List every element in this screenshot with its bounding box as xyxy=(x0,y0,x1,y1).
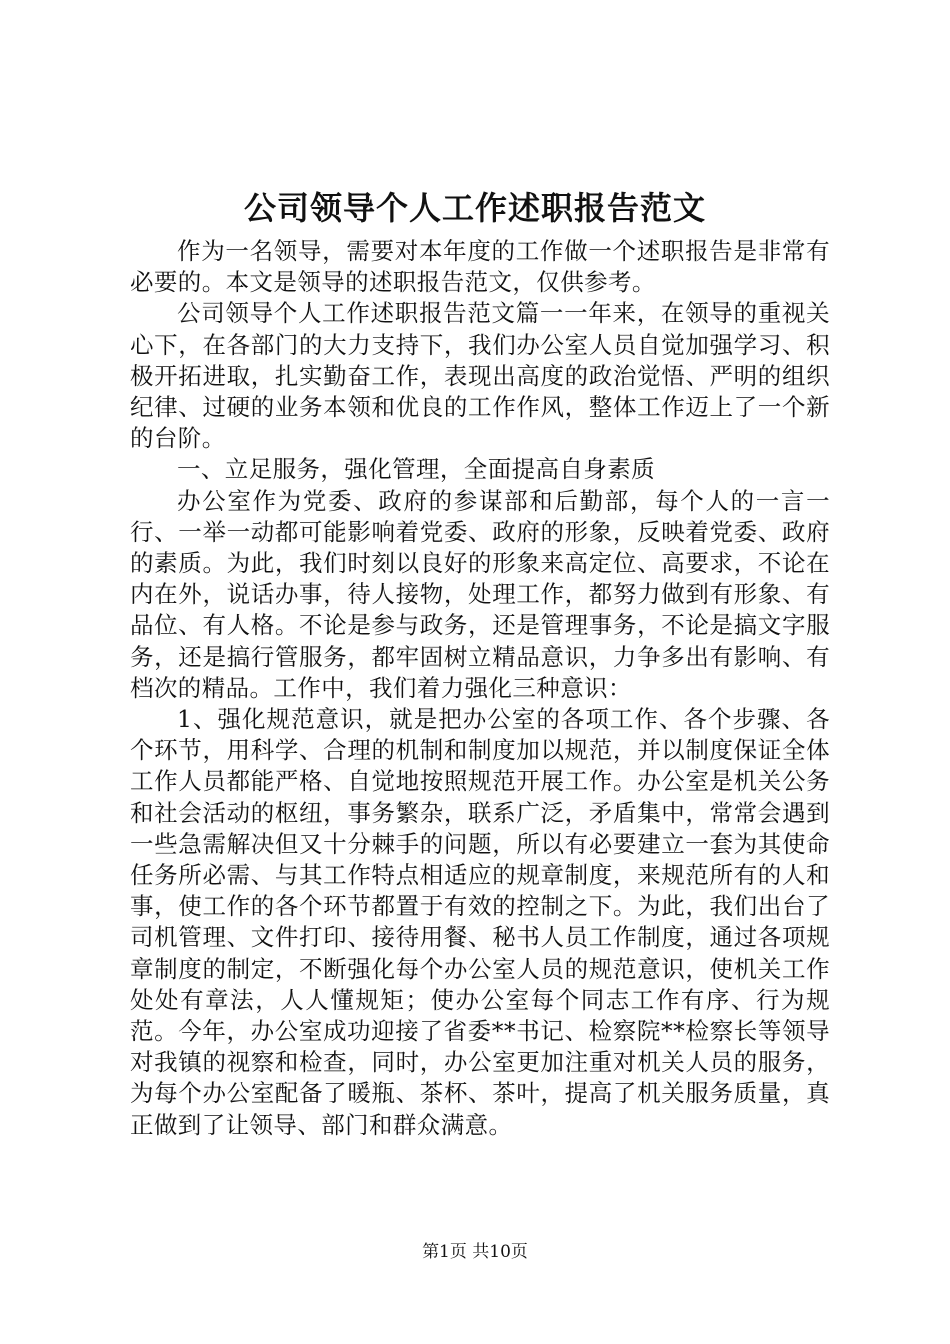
document-title: 公司领导个人工作述职报告范文 xyxy=(243,189,706,227)
section-heading: 一、立足服务，强化管理，全面提高自身素质 xyxy=(177,455,655,484)
body-paragraph: 办公室作为党委、政府的参谋部和后勤部，每个人的一言一行、一举一动都可能影响着党委、政府的形象，反映着党委、政府的素质。为此，我们时刻以良好的形象来高定位、高要求，不论在内在外，说话办事，待人接物，处理工作，都努力做到有形象、有品位、有人格。不论是参与政务，还是管理事务，不论是搞文字服务，还是搞行管服务，都牢固树立精品意识，力争多出有影响、有档次的精品。工作中，我们着力强化三种意识： xyxy=(130,486,830,702)
document-body xyxy=(130,236,830,1141)
body-paragraph: 1、强化规范意识，就是把办公室的各项工作、各个步骤、各个环节，用科学、合理的机制和制度加以规范，并以制度保证全体工作人员都能严格、自觉地按照规范开展工作。办公室是机关公务和社会活动的枢纽，事务繁杂，联系广泛，矛盾集中，常常会遇到一些急需解决但又十分棘手的问题，所以有必要建立一套为其使命任务所必需、与其工作特点相适应的规章制度，来规范所有的人和事，使工作的各个环节都置于有效的控制之下。为此，我们出台了司机管理、文件打印、接待用餐、秘书人员工作制度，通过各项规章制度的制定，不断强化每个办公室人员的规范意识，使机关工作处处有章法，人人懂规矩；使办公室每个同志工作有序、行为规范。今年，办公室成功迎接了省委**书记、检察院**检察长等领导对我镇的视察和检查，同时，办公室更加注重对机关人员的服务，为每个办公室配备了暖瓶、茶杯、茶叶，提高了机关服务质量，真正做到了让领导、部门和群众满意。 xyxy=(130,705,830,1139)
page-number-footer: 第1页 共10页 xyxy=(422,1242,528,1262)
overview-paragraph: 公司领导个人工作述职报告范文篇一一年来，在领导的重视关心下，在各部门的大力支持下，我们办公室人员自觉加强学习、积极开拓进取，扎实勤奋工作，表现出高度的政治觉悟、严明的组织纪律、过硬的业务本领和优良的工作作风，整体工作迈上了一个新的台阶。 xyxy=(130,299,830,453)
intro-paragraph: 作为一名领导，需要对本年度的工作做一个述职报告是非常有必要的。本文是领导的述职报告范文，仅供参考。 xyxy=(130,237,830,297)
